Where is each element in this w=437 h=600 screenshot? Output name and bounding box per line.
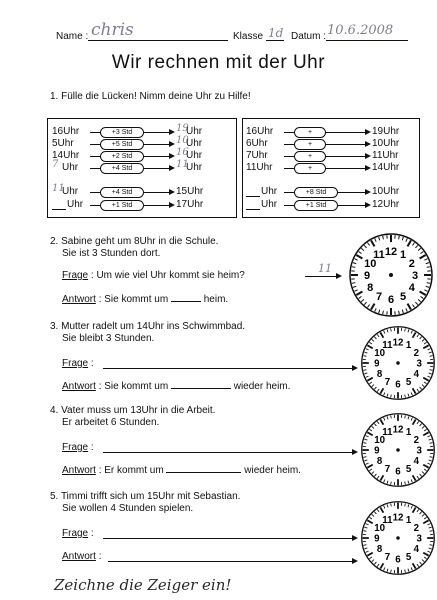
clock-center xyxy=(396,536,400,540)
clock-numeral: 8 xyxy=(376,369,383,381)
operation-pill: +1 Std xyxy=(100,200,144,211)
frage-text: : Um wie viel Uhr kommt sie heim? xyxy=(90,270,245,281)
end-time: 14Uhr xyxy=(372,162,400,173)
task5-line2: Sie wollen 4 Stunden spielen. xyxy=(62,503,194,514)
end-time: Uhr xyxy=(186,150,203,161)
start-time: 14Uhr xyxy=(52,150,80,161)
end-time: 19Uhr xyxy=(372,126,400,137)
datum-field-line xyxy=(326,40,408,41)
end-time: Uhr xyxy=(186,138,203,149)
handwritten-value[interactable]: 11 xyxy=(176,159,189,170)
clock-tick xyxy=(391,395,392,398)
task4-frage-line[interactable] xyxy=(103,452,353,453)
clock-numeral: 10 xyxy=(374,434,386,446)
handwritten-value[interactable]: 7 xyxy=(52,159,59,170)
handwritten-value[interactable]: 10 xyxy=(176,135,189,146)
clock-tick xyxy=(363,545,366,546)
clock-numeral: 1 xyxy=(405,427,412,439)
task2-line1: 2. Sabine geht um 8Uhr in die Schule. xyxy=(50,236,219,247)
end-time: 10Uhr xyxy=(372,138,400,149)
clock-tick xyxy=(405,482,406,485)
task3-frage xyxy=(62,358,94,370)
task2-line2: Sie ist 3 Stunden dort. xyxy=(62,248,161,259)
start-time: Uhr xyxy=(67,199,84,210)
task4-line2: Er arbeitet 6 Stunden. xyxy=(62,417,160,428)
clock-numeral: 11 xyxy=(382,340,393,352)
clock-numeral: 1 xyxy=(405,340,412,352)
clock-tick xyxy=(405,570,406,573)
end-time: Uhr xyxy=(186,162,203,173)
clock-numeral: 3 xyxy=(416,533,422,545)
antwort-post: heim. xyxy=(203,294,229,305)
clock-tick xyxy=(352,283,355,284)
clock-numeral: 8 xyxy=(367,282,374,294)
task3-line1: 3. Mutter radelt um 14Uhr ins Schwimmbad. xyxy=(50,321,246,332)
task4-line1: 4. Vater muss um 13Uhr in die Arbeit. xyxy=(50,405,216,416)
clock-numeral: 9 xyxy=(374,533,380,545)
clock-center xyxy=(389,273,393,277)
clock-numeral: 7 xyxy=(375,290,383,303)
end-time: Uhr xyxy=(186,126,203,137)
operation-pill: +1 Std xyxy=(294,200,338,211)
antwort-label: Antwort xyxy=(62,551,96,562)
task2-frage xyxy=(62,270,245,282)
antwort-pre: : Er kommt um xyxy=(98,465,164,476)
clock-numeral: 5 xyxy=(405,376,412,388)
answer-blank[interactable] xyxy=(171,388,231,389)
handwritten-value[interactable]: 19 xyxy=(176,123,189,134)
clock-numeral: 10 xyxy=(374,522,386,534)
clock-numeral: 4 xyxy=(413,456,420,468)
end-time: 17Uhr xyxy=(176,199,204,210)
task3-line2: Sie bleibt 3 Stunden. xyxy=(62,333,155,344)
antwort-post: wieder heim. xyxy=(244,465,301,476)
clock-numeral: 9 xyxy=(374,445,380,457)
clock-numeral: 10 xyxy=(364,258,377,270)
operation-pill: + xyxy=(294,139,326,150)
start-time: Uhr xyxy=(62,162,79,173)
clock-numeral: 7 xyxy=(384,463,391,475)
clock-tick xyxy=(430,531,433,532)
clock-numeral: 12 xyxy=(392,424,404,436)
operation-pill: +8 Std xyxy=(294,187,338,198)
footer-handwriting: Zeichne die Zeiger ein! xyxy=(54,576,232,594)
clock-numeral: 7 xyxy=(384,551,391,563)
clock-tick xyxy=(391,328,392,331)
frage-text: : xyxy=(90,358,94,369)
clock-numeral: 3 xyxy=(411,270,419,282)
clock-numeral: 8 xyxy=(376,544,383,556)
antwort-label: Antwort xyxy=(62,294,96,305)
datum-label: Datum : xyxy=(291,31,327,42)
clock-numeral: 7 xyxy=(384,376,391,388)
clock-icon[interactable] xyxy=(360,412,436,488)
start-time: Uhr xyxy=(261,186,278,197)
clock-numeral: 10 xyxy=(374,347,386,359)
start-time: 16Uhr xyxy=(246,126,274,137)
frage-label: Frage xyxy=(62,358,89,369)
task1-instruction: 1. Fülle die Lücken! Nimm deine Uhr zu Hilfe! xyxy=(50,91,251,102)
task5-antwort xyxy=(62,551,101,563)
clock-tick xyxy=(391,415,392,418)
handwritten-value[interactable]: 11 xyxy=(52,183,65,194)
task4-antwort xyxy=(62,465,301,477)
clock-tick xyxy=(405,415,406,418)
frage-label: Frage xyxy=(62,442,89,453)
clock-tick xyxy=(430,356,433,357)
start-time: 7Uhr xyxy=(246,150,268,161)
end-time: 11Uhr xyxy=(372,150,399,161)
clock-tick xyxy=(391,503,392,506)
operation-pill: +3 Std xyxy=(100,127,144,138)
clock-center xyxy=(396,448,400,452)
operation-pill: +5 Std xyxy=(100,139,144,150)
datum-value[interactable]: 10.6.2008 xyxy=(327,23,394,38)
clock-tick xyxy=(399,236,400,239)
task2-frage-answer[interactable]: 11 xyxy=(318,262,332,275)
answer-blank[interactable] xyxy=(171,301,201,302)
task5-frage-line[interactable] xyxy=(103,538,353,539)
task5-antwort-line[interactable] xyxy=(108,561,353,562)
clock-tick xyxy=(405,503,406,506)
operation-pill: + xyxy=(294,127,326,138)
clock-tick xyxy=(352,267,355,268)
clock-numeral: 11 xyxy=(373,249,385,262)
clock-numeral: 3 xyxy=(416,358,422,370)
clock-numeral: 6 xyxy=(395,554,401,566)
antwort-pre: : Sie kommt um xyxy=(98,294,169,305)
clock-numeral: 8 xyxy=(376,456,383,468)
clock-tick xyxy=(363,370,366,371)
klasse-value[interactable]: 1d xyxy=(268,26,284,40)
task5-frage xyxy=(62,528,94,540)
clock-numeral: 2 xyxy=(413,522,420,534)
task4-frage xyxy=(62,442,94,454)
clock-tick xyxy=(430,370,433,371)
clock-tick xyxy=(430,457,433,458)
task2-antwort xyxy=(62,294,228,306)
clock-tick xyxy=(427,283,430,284)
antwort-pre: : xyxy=(98,551,102,562)
clock-tick xyxy=(363,531,366,532)
clock-numeral: 11 xyxy=(382,427,393,439)
frage-label: Frage xyxy=(62,528,89,539)
blank-line[interactable] xyxy=(52,209,66,210)
start-time: Uhr xyxy=(62,186,79,197)
klasse-field-line xyxy=(266,40,284,41)
answer-blank[interactable] xyxy=(166,472,241,473)
clock-tick xyxy=(430,443,433,444)
clock-tick xyxy=(363,443,366,444)
antwort-pre: : Sie kommt um xyxy=(98,381,169,392)
clock-tick xyxy=(405,395,406,398)
task2-frage-arrow xyxy=(305,276,337,277)
clock-numeral: 1 xyxy=(405,515,412,527)
end-time: 10Uhr xyxy=(372,186,400,197)
task3-antwort xyxy=(62,381,290,393)
clock-tick xyxy=(363,356,366,357)
clock-numeral: 5 xyxy=(399,290,407,303)
clock-tick xyxy=(363,457,366,458)
name-value[interactable]: chris xyxy=(91,20,134,40)
name-label: Name : xyxy=(56,31,89,42)
start-time: Uhr xyxy=(261,199,278,210)
klasse-label: Klasse xyxy=(233,31,264,42)
clock-numeral: 2 xyxy=(408,258,415,270)
clock-numeral: 6 xyxy=(395,379,401,391)
clock-tick xyxy=(399,311,400,314)
clock-numeral: 6 xyxy=(395,466,401,478)
operation-pill: +2 Std xyxy=(100,151,144,162)
clock-numeral: 9 xyxy=(363,270,371,282)
start-time: 11Uhr xyxy=(246,162,273,173)
clock-numeral: 4 xyxy=(413,544,420,556)
clock-numeral: 12 xyxy=(392,512,404,524)
clock-tick xyxy=(383,311,384,314)
start-time: 5Uhr xyxy=(52,138,74,149)
operation-pill: +4 Std xyxy=(100,163,144,174)
frage-text: : xyxy=(90,528,94,539)
clock-numeral: 6 xyxy=(387,294,395,306)
clock-numeral: 3 xyxy=(416,445,422,457)
operation-pill: + xyxy=(294,163,326,174)
end-time: 15Uhr xyxy=(176,186,204,197)
name-field-line xyxy=(88,40,228,41)
clock-numeral: 9 xyxy=(374,358,380,370)
clock-icon[interactable] xyxy=(360,325,436,401)
task3-frage-line[interactable] xyxy=(103,368,353,369)
blank-line[interactable] xyxy=(246,209,260,210)
clock-numeral: 5 xyxy=(405,551,412,563)
clock-numeral: 4 xyxy=(413,369,420,381)
clock-tick xyxy=(391,482,392,485)
clock-tick xyxy=(427,267,430,268)
clock-numeral: 11 xyxy=(382,515,393,527)
end-time: 12Uhr xyxy=(372,199,400,210)
start-time: 6Uhr xyxy=(246,138,268,149)
clock-numeral: 12 xyxy=(392,337,404,349)
clock-tick xyxy=(430,545,433,546)
clock-tick xyxy=(391,570,392,573)
antwort-label: Antwort xyxy=(62,381,96,392)
antwort-post: wieder heim. xyxy=(233,381,291,392)
task5-line1: 5. Timmi trifft sich um 15Uhr mit Sebastian. xyxy=(50,491,241,502)
frage-label: Frage xyxy=(62,270,89,281)
start-time: 16Uhr xyxy=(52,126,80,137)
clock-center xyxy=(396,361,400,365)
antwort-label: Antwort xyxy=(62,465,96,476)
blank-line[interactable] xyxy=(246,196,260,197)
clock-tick xyxy=(383,236,384,239)
clock-icon[interactable] xyxy=(360,500,436,576)
clock-numeral: 12 xyxy=(384,246,398,258)
page-title: Wir rechnen mit der Uhr xyxy=(111,52,326,73)
clock-tick xyxy=(405,328,406,331)
clock-numeral: 4 xyxy=(408,282,415,294)
clock-numeral: 5 xyxy=(405,463,412,475)
clock-numeral: 1 xyxy=(399,249,407,262)
operation-pill: +4 Std xyxy=(100,187,144,198)
clock-icon[interactable] xyxy=(348,232,434,318)
clock-numeral: 2 xyxy=(413,434,420,446)
clock-numeral: 2 xyxy=(413,347,420,359)
operation-pill: + xyxy=(294,151,326,162)
frage-text: : xyxy=(90,442,94,453)
handwritten-value[interactable]: 16 xyxy=(176,147,189,158)
